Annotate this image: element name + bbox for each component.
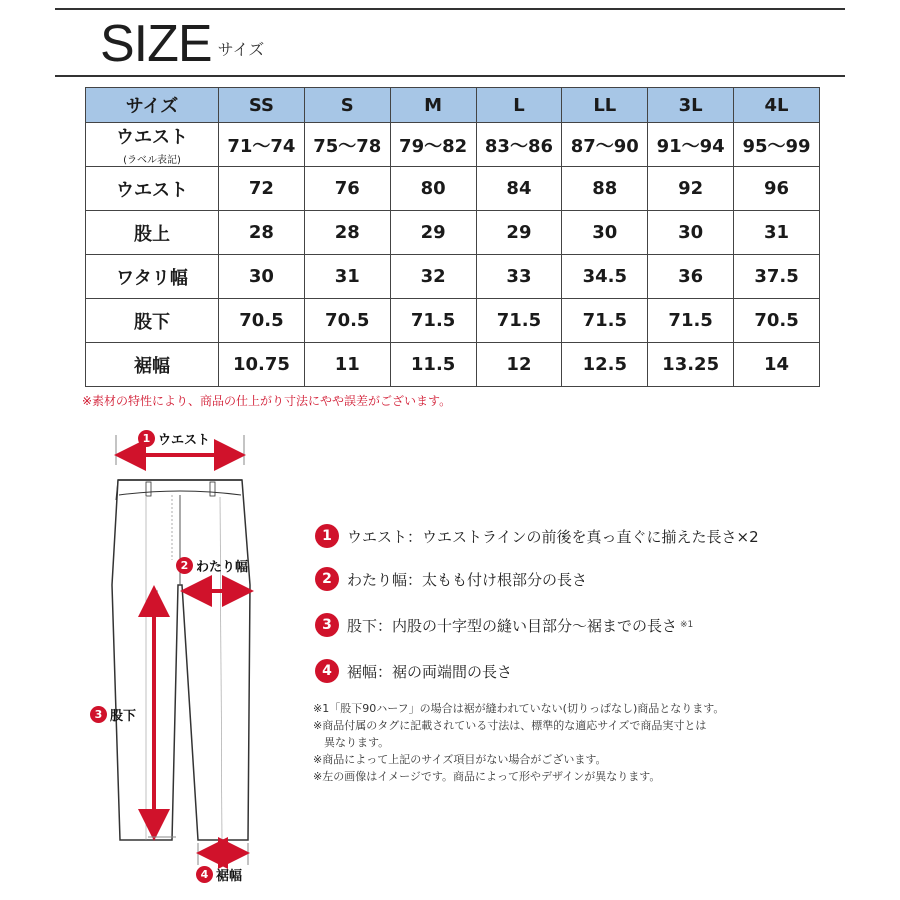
table-cell: 34.5 <box>562 255 648 299</box>
row-label: 股上 <box>86 211 219 255</box>
table-cell: 91〜94 <box>648 123 734 167</box>
table-cell: 70.5 <box>304 299 390 343</box>
number-badge: 2 <box>315 567 339 591</box>
diagram-label-inseam <box>90 705 136 724</box>
title-sub: サイズ <box>217 40 265 59</box>
table-cell: 12.5 <box>562 343 648 387</box>
table-cell: 95〜99 <box>734 123 820 167</box>
title-rule <box>55 75 845 77</box>
table-cell: 70.5 <box>734 299 820 343</box>
fine-print-line: ※1「股下90ハーフ」の場合は裾が縫われていない(切りっぱなし)商品となります。 <box>313 702 725 715</box>
diagram-label-waist <box>138 429 210 448</box>
col-header: 4L <box>734 88 820 123</box>
number-badge: 3 <box>315 613 339 637</box>
table-cell: 92 <box>648 167 734 211</box>
table-cell: 37.5 <box>734 255 820 299</box>
row-label: ワタリ幅 <box>86 255 219 299</box>
row-label-text: ウエスト <box>116 127 188 148</box>
legend-item <box>315 567 587 591</box>
fine-print-line: ※商品付属のタグに記載されている寸法は、標準的な適応サイズで商品実寸とは <box>313 719 707 732</box>
table-cell: 12 <box>476 343 562 387</box>
table-cell: 31 <box>734 211 820 255</box>
diagram-label-text: ウエスト <box>158 433 211 448</box>
table-row <box>86 343 820 387</box>
table-row <box>86 167 820 211</box>
table-header-row <box>86 88 820 123</box>
legend-text: 股下：内股の十字型の縫い目部分〜裾までの長さ <box>347 616 678 635</box>
diagram-label-hem <box>196 865 242 884</box>
size-table <box>85 87 820 387</box>
table-cell: 79〜82 <box>390 123 476 167</box>
table-row <box>86 211 820 255</box>
table-cell: 88 <box>562 167 648 211</box>
legend-item <box>315 524 759 548</box>
number-badge: 4 <box>315 659 339 683</box>
table-cell: 71.5 <box>390 299 476 343</box>
table-cell: 76 <box>304 167 390 211</box>
table-cell: 11.5 <box>390 343 476 387</box>
legend-text: わたり幅：太もも付け根部分の長さ <box>347 570 588 589</box>
tolerance-note: ※素材の特性により、商品の仕上がり寸法にやや誤差がございます。 <box>82 394 452 408</box>
table-cell: 71.5 <box>562 299 648 343</box>
table-cell: 33 <box>476 255 562 299</box>
table-cell: 11 <box>304 343 390 387</box>
table-row <box>86 299 820 343</box>
fine-print-line: 異なります。 <box>324 736 390 749</box>
fine-print-line: ※左の画像はイメージです。商品によって形やデザインが異なります。 <box>313 770 661 783</box>
title-main: SIZE <box>100 15 212 73</box>
number-badge: 1 <box>138 430 155 447</box>
top-rule <box>55 8 845 10</box>
table-cell: 28 <box>304 211 390 255</box>
legend-footnote: ※1 <box>680 620 694 630</box>
col-header: サイズ <box>86 88 219 123</box>
table-cell: 31 <box>304 255 390 299</box>
table-cell: 29 <box>390 211 476 255</box>
row-label: ウエスト <box>86 167 219 211</box>
table-cell: 72 <box>219 167 305 211</box>
fine-print-line: ※商品によって上記のサイズ項目がない場合がございます。 <box>313 753 607 766</box>
table-cell: 87〜90 <box>562 123 648 167</box>
col-header: S <box>304 88 390 123</box>
col-header: LL <box>562 88 648 123</box>
table-cell: 30 <box>219 255 305 299</box>
table-cell: 80 <box>390 167 476 211</box>
table-cell: 14 <box>734 343 820 387</box>
table-cell: 13.25 <box>648 343 734 387</box>
col-header: SS <box>219 88 305 123</box>
number-badge: 3 <box>90 706 107 723</box>
table-cell: 30 <box>562 211 648 255</box>
legend-item <box>315 659 512 683</box>
diagram-label-text: 裾幅 <box>216 869 243 884</box>
pants-illustration <box>80 425 280 895</box>
page-title <box>100 14 264 74</box>
legend-text: ウエスト：ウエストラインの前後を真っ直ぐに揃えた長さ×2 <box>347 527 759 546</box>
legend-item <box>315 613 693 637</box>
table-cell: 75〜78 <box>304 123 390 167</box>
col-header: L <box>476 88 562 123</box>
diagram-label-text: わたり幅 <box>196 560 249 575</box>
table-cell: 30 <box>648 211 734 255</box>
table-cell: 29 <box>476 211 562 255</box>
table-cell: 71.5 <box>476 299 562 343</box>
row-label <box>86 123 219 167</box>
diagram-label-text: 股下 <box>110 709 137 724</box>
number-badge: 1 <box>315 524 339 548</box>
table-cell: 70.5 <box>219 299 305 343</box>
fine-print <box>313 700 853 785</box>
col-header: M <box>390 88 476 123</box>
table-cell: 32 <box>390 255 476 299</box>
table-cell: 84 <box>476 167 562 211</box>
table-cell: 96 <box>734 167 820 211</box>
col-header: 3L <box>648 88 734 123</box>
diagram-label-thigh <box>176 556 248 575</box>
table-cell: 83〜86 <box>476 123 562 167</box>
row-label: 股下 <box>86 299 219 343</box>
table-cell: 28 <box>219 211 305 255</box>
pants-diagram <box>80 425 280 895</box>
table-cell: 10.75 <box>219 343 305 387</box>
row-sublabel: (ラベル表記) <box>123 155 181 166</box>
table-row <box>86 123 820 167</box>
legend-text: 裾幅：裾の両端間の長さ <box>347 662 513 681</box>
table-cell: 71.5 <box>648 299 734 343</box>
number-badge: 2 <box>176 557 193 574</box>
table-cell: 71〜74 <box>219 123 305 167</box>
table-cell: 36 <box>648 255 734 299</box>
table-row <box>86 255 820 299</box>
number-badge: 4 <box>196 866 213 883</box>
row-label: 裾幅 <box>86 343 219 387</box>
